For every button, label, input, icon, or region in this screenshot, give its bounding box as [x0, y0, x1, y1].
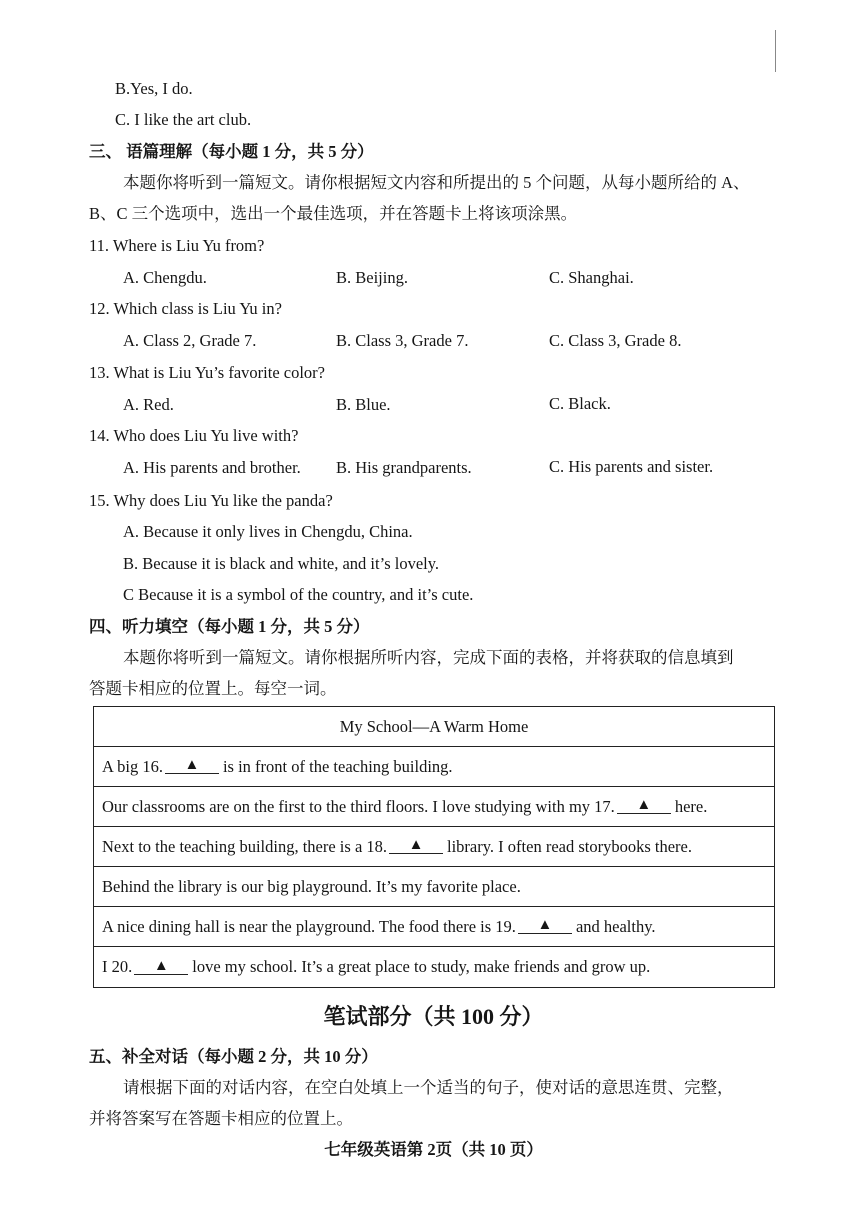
row-text: library. I often read storybooks there.: [447, 836, 692, 856]
triangle-icon: ▲: [184, 757, 200, 773]
page-edge-mark: [775, 30, 776, 72]
answer-blank-20: [134, 956, 188, 975]
table-row: [94, 747, 774, 787]
table-row: [94, 787, 774, 827]
triangle-icon: ▲: [537, 917, 553, 933]
row-text: A big 16.: [102, 756, 163, 776]
option-b-text: B.Yes, I do.: [115, 79, 193, 98]
triangle-icon: ▲: [636, 797, 652, 813]
table-row: [94, 867, 774, 907]
question-14: 14. Who does Liu Yu live with?: [89, 426, 299, 445]
answer-blank-16: [165, 755, 219, 774]
section-5-intro-1: 请根据下面的对话内容，在空白处填上一个适当的句子，使对话的意思连贯、完整，: [123, 1078, 734, 1097]
q13-option-a: A. Red.: [123, 395, 174, 414]
page-footer: 七年级英语第 2页（共 10 页）: [324, 1140, 543, 1159]
written-part-heading: 笔试部分（共 100 分）: [323, 1004, 544, 1029]
section-3-intro-1: 本题你将听到一篇短文。请你根据短文内容和所提出的 5 个问题，从每小题所给的 A、: [123, 173, 750, 192]
section-4-intro-2: 答题卡相应的位置上。每空一词。: [89, 679, 337, 698]
question-13: 13. What is Liu Yu’s favorite color?: [89, 363, 325, 382]
section-4-title: 四、听力填空（每小题 1 分，共 5 分）: [89, 617, 370, 636]
section-3-title: 三、 语篇理解（每小题 1 分，共 5 分）: [89, 142, 374, 161]
q15-option-a: A. Because it only lives in Chengdu, China.: [123, 522, 413, 541]
row-text: love my school. It’s a great place to study, make friends and grow up.: [192, 957, 651, 976]
table-row: [94, 907, 774, 947]
row-text: A nice dining hall is near the playground. The food there is 19.: [102, 916, 516, 936]
row-text: I 20.: [102, 957, 133, 976]
q12-option-a: A. Class 2, Grade 7.: [123, 331, 257, 350]
triangle-icon: ▲: [153, 957, 169, 974]
question-15: 15. Why does Liu Yu like the panda?: [89, 491, 333, 510]
q15-option-b: B. Because it is black and white, and it’s lovely.: [123, 554, 440, 573]
q12-option-c: C. Class 3, Grade 8.: [549, 331, 682, 350]
table-row: [94, 947, 774, 987]
answer-blank-18: [389, 835, 443, 854]
q15-option-c: C Because it is a symbol of the country, and it’s cute.: [123, 585, 474, 604]
section-5-title: 五、补全对话（每小题 2 分，共 10 分）: [89, 1047, 378, 1066]
row-text: here.: [674, 796, 708, 816]
q14-option-c: C. His parents and sister.: [549, 457, 714, 476]
section-3-intro-2: B、C 三个选项中，选出一个最佳选项，并在答题卡上将该项涂黑。: [89, 204, 578, 223]
answer-blank-19: [518, 915, 572, 934]
answer-blank-17: [617, 795, 671, 814]
row-text: Behind the library is our big playground. It’s my favorite place.: [102, 876, 521, 896]
q14-option-a: A. His parents and brother.: [123, 458, 301, 477]
table-title-row: [94, 707, 774, 747]
q13-option-b: B. Blue.: [336, 395, 391, 414]
q13-option-c: C. Black.: [549, 394, 611, 413]
table-row: [94, 827, 774, 867]
q12-option-b: B. Class 3, Grade 7.: [336, 331, 469, 350]
row-text: is in front of the teaching building.: [222, 756, 453, 776]
q11-option-c: C. Shanghai.: [549, 268, 634, 287]
question-12: 12. Which class is Liu Yu in?: [89, 299, 282, 318]
question-11: 11. Where is Liu Yu from?: [89, 236, 265, 255]
table-title: My School—A Warm Home: [339, 716, 529, 736]
section-4-intro-1: 本题你将听到一篇短文。请你根据所听内容，完成下面的表格，并将获取的信息填到: [123, 648, 734, 667]
q14-option-b: B. His grandparents.: [336, 458, 472, 477]
option-c-text: C. I like the art club.: [115, 110, 252, 129]
row-text: Our classrooms are on the first to the third floors. I love studying with my 17.: [102, 796, 615, 816]
q11-option-b: B. Beijing.: [336, 268, 408, 287]
triangle-icon: ▲: [408, 837, 424, 853]
row-text: Next to the teaching building, there is a 18.: [102, 836, 388, 856]
q11-option-a: A. Chengdu.: [123, 268, 207, 287]
section-5-intro-2: 并将答案写在答题卡相应的位置上。: [89, 1109, 353, 1128]
listening-fill-table: [93, 706, 775, 988]
row-text: and healthy.: [575, 916, 656, 936]
